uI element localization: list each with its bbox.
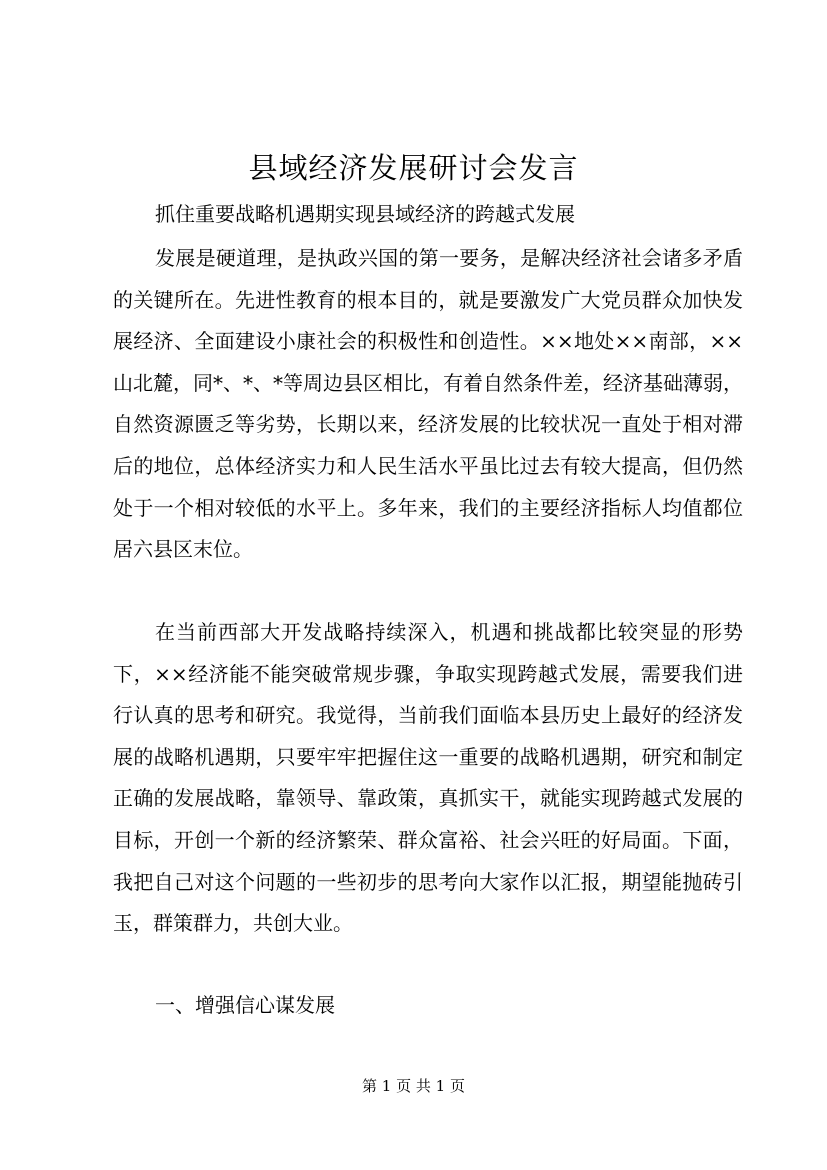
page-footer: 第 1 页 共 1 页 [362,1077,465,1095]
document-subtitle: 抓住重要战略机遇期实现县域经济的跨越式发展 [155,202,575,226]
paragraph-1: 发展是硬道理，是执政兴国的第一要务，是解决经济社会诸多矛盾的关键所在。先进性教育的根本目的，就是要激发广大党员群众加快发展经济、全面建设小康社会的积极性和创造性。××地处××南部，××山北麓，同*、*、*等周边县区相比，有着自然条件差，经济基础薄弱，自然资源匮乏等劣势，长期以来，经济发展的比较状况一直处于相对滞后的地位，总体经济实力和人民生活水平虽比过去有较大提高，但仍然处于一个相对较低的水平上。多年来，我们的主要经济指标人均值都位居六县区末位。 [113,246,743,562]
document-title: 县域经济发展研讨会发言 [248,151,579,185]
section-heading: 一、增强信心谋发展 [155,993,335,1017]
paragraph-2: 在当前西部大开发战略持续深入，机遇和挑战都比较突显的形势下，××经济能不能突破常规步骤，争取实现跨越式发展，需要我们进行认真的思考和研究。我觉得，当前我们面临本县历史上最好的经济发展的战略机遇期，只要牢牢把握住这一重要的战略机遇期，研究和制定正确的发展战略，靠领导、靠政策，真抓实干，就能实现跨越式发展的目标，开创一个新的经济繁荣、群众富裕、社会兴旺的好局面。下面，我把自己对这个问题的一些初步的思考向大家作以汇报，期望能抛砖引玉，群策群力，共创大业。 [113,620,743,936]
